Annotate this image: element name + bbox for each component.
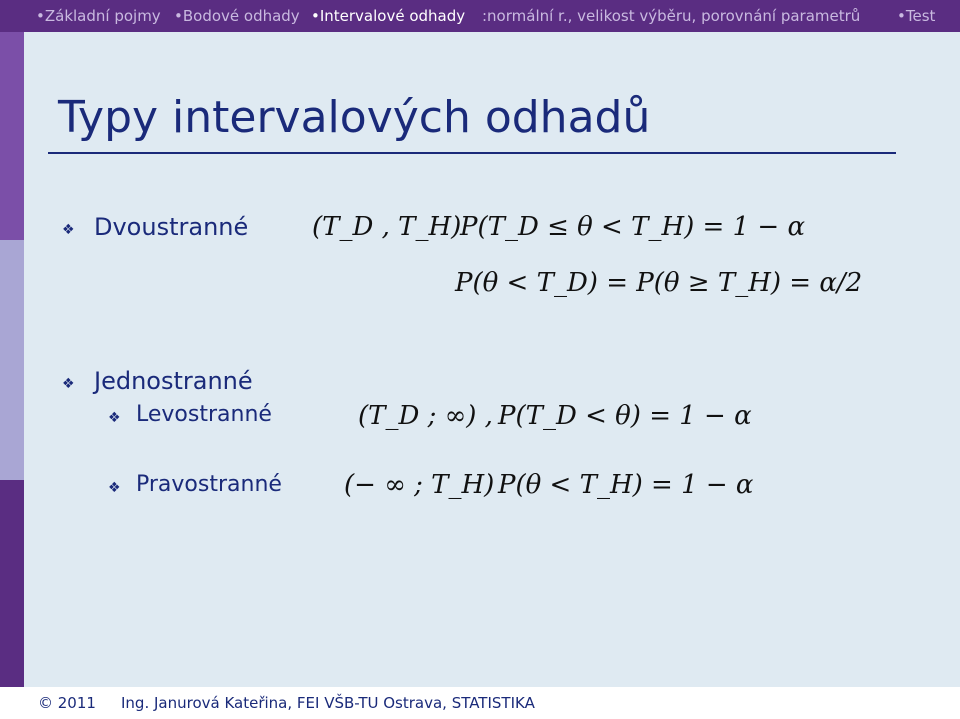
left-accent-bar: [0, 0, 24, 719]
bullet-one-sided: Jednostranné: [94, 367, 253, 395]
formula-right-probability: P(θ < T_H) = 1 − α: [498, 470, 754, 500]
footer-copyright: © 2011: [38, 694, 96, 712]
slide-title: Typy intervalových odhadů: [58, 92, 651, 143]
bullet-right-sided: Pravostranné: [136, 472, 282, 497]
bullet-left-sided: Levostranné: [136, 402, 272, 427]
nav-item-intervalove-odhady[interactable]: •Intervalové odhady: [311, 7, 466, 25]
nav-subtitle: :normální r., velikost výběru, porovnání parametrů: [482, 7, 861, 25]
nav-item-zakladni-pojmy[interactable]: •Základní pojmy: [36, 7, 161, 25]
title-underline: [48, 152, 896, 154]
nav-item-test[interactable]: •Test: [897, 7, 936, 25]
footer: [0, 687, 960, 719]
formula-two-sided-tails: P(θ < T_D) = P(θ ≥ T_H) = α/2: [455, 268, 863, 298]
formula-two-sided-interval: (T_D , T_H): [312, 212, 462, 242]
formula-right-interval: (− ∞ ; T_H): [344, 470, 495, 500]
bullet-diamond-icon: ❖: [62, 376, 75, 392]
bullet-diamond-icon: ❖: [62, 222, 75, 238]
footer-author: Ing. Janurová Kateřina, FEI VŠB-TU Ostrava, STATISTIKA: [121, 694, 535, 712]
formula-left-probability: P(T_D < θ) = 1 − α: [498, 401, 752, 431]
bullet-two-sided: Dvoustranné: [94, 213, 249, 241]
sub-bullet-diamond-icon: ❖: [108, 410, 121, 426]
nav-item-bodove-odhady[interactable]: •Bodové odhady: [174, 7, 300, 25]
formula-left-interval: (T_D ; ∞) ,: [358, 401, 493, 431]
formula-two-sided-probability: P(T_D ≤ θ < T_H) = 1 − α: [460, 212, 805, 242]
sub-bullet-diamond-icon: ❖: [108, 480, 121, 496]
top-navigation: [0, 0, 960, 32]
